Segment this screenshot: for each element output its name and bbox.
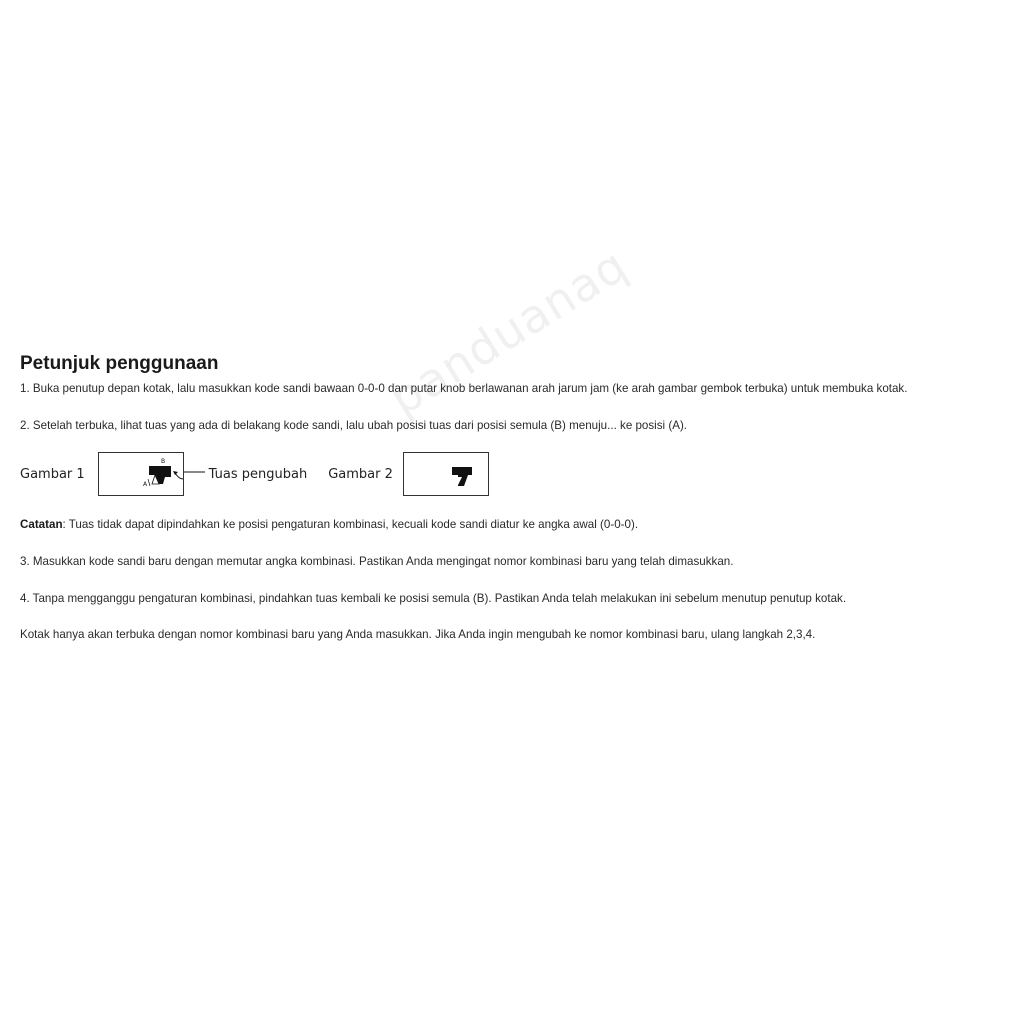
marker-b: B [160,458,165,465]
step-4-text: 4. Tanpa mengganggu pengaturan kombinasi, pindahkan tuas kembali ke posisi semula (B). Pastikan Anda telah melakukan ini sebelum menutup penutup kotak. [20,592,847,605]
lever-shape-2 [452,467,472,486]
figure-row [20,451,1015,497]
note-paragraph [20,517,1015,533]
pointer-arrow [175,473,183,479]
step-3-text: 3. Masukkan kode sandi baru dengan memutar angka kombinasi. Pastikan Anda mengingat nomor kombinasi baru yang telah dimasukkan. [20,555,734,568]
marker-a: A [142,481,147,488]
lever-position-b-illustration [404,453,488,495]
pointer-arrowhead [173,471,178,475]
step-2-text: 2. Setelah terbuka, lihat tuas yang ada di belakang kode sandi, lalu ubah posisi tuas dari posisi semula (B) menuju... ke posisi (A). [20,419,688,432]
figure-2-label: Gambar 2 [328,466,393,482]
figure-1-label: Gambar 1 [20,466,85,482]
watermark-text: panduanaq [380,237,637,426]
lever-label: Tuas pengubah [208,466,308,482]
figure-1-box [98,452,184,496]
lever-position-a-illustration [99,453,183,495]
marker-a-tick [148,479,150,486]
step-1-text: 1. Buka penutup depan kotak, lalu masukkan kode sandi bawaan 0-0-0 dan putar knob berlawanan arah jarum jam (ke arah gambar gembok terbuka) untuk membuka kotak. [20,382,908,395]
page-title: Petunjuk penggunaan [20,353,219,374]
note-text: : Tuas tidak dapat dipindahkan ke posisi pengaturan kombinasi, kecuali kode sandi diatur ke angka awal (0-0-0). [62,518,639,531]
instructions-section [20,352,1015,643]
leader-line [183,469,205,479]
note-label: Catatan [20,518,63,531]
closing-text: Kotak hanya akan terbuka dengan nomor kombinasi baru yang Anda masukkan. Jika Anda ingin mengubah ke nomor kombinasi baru, ulang langkah 2,3,4. [20,628,816,641]
figure-2-box [403,452,489,496]
lever-shape [149,466,171,484]
